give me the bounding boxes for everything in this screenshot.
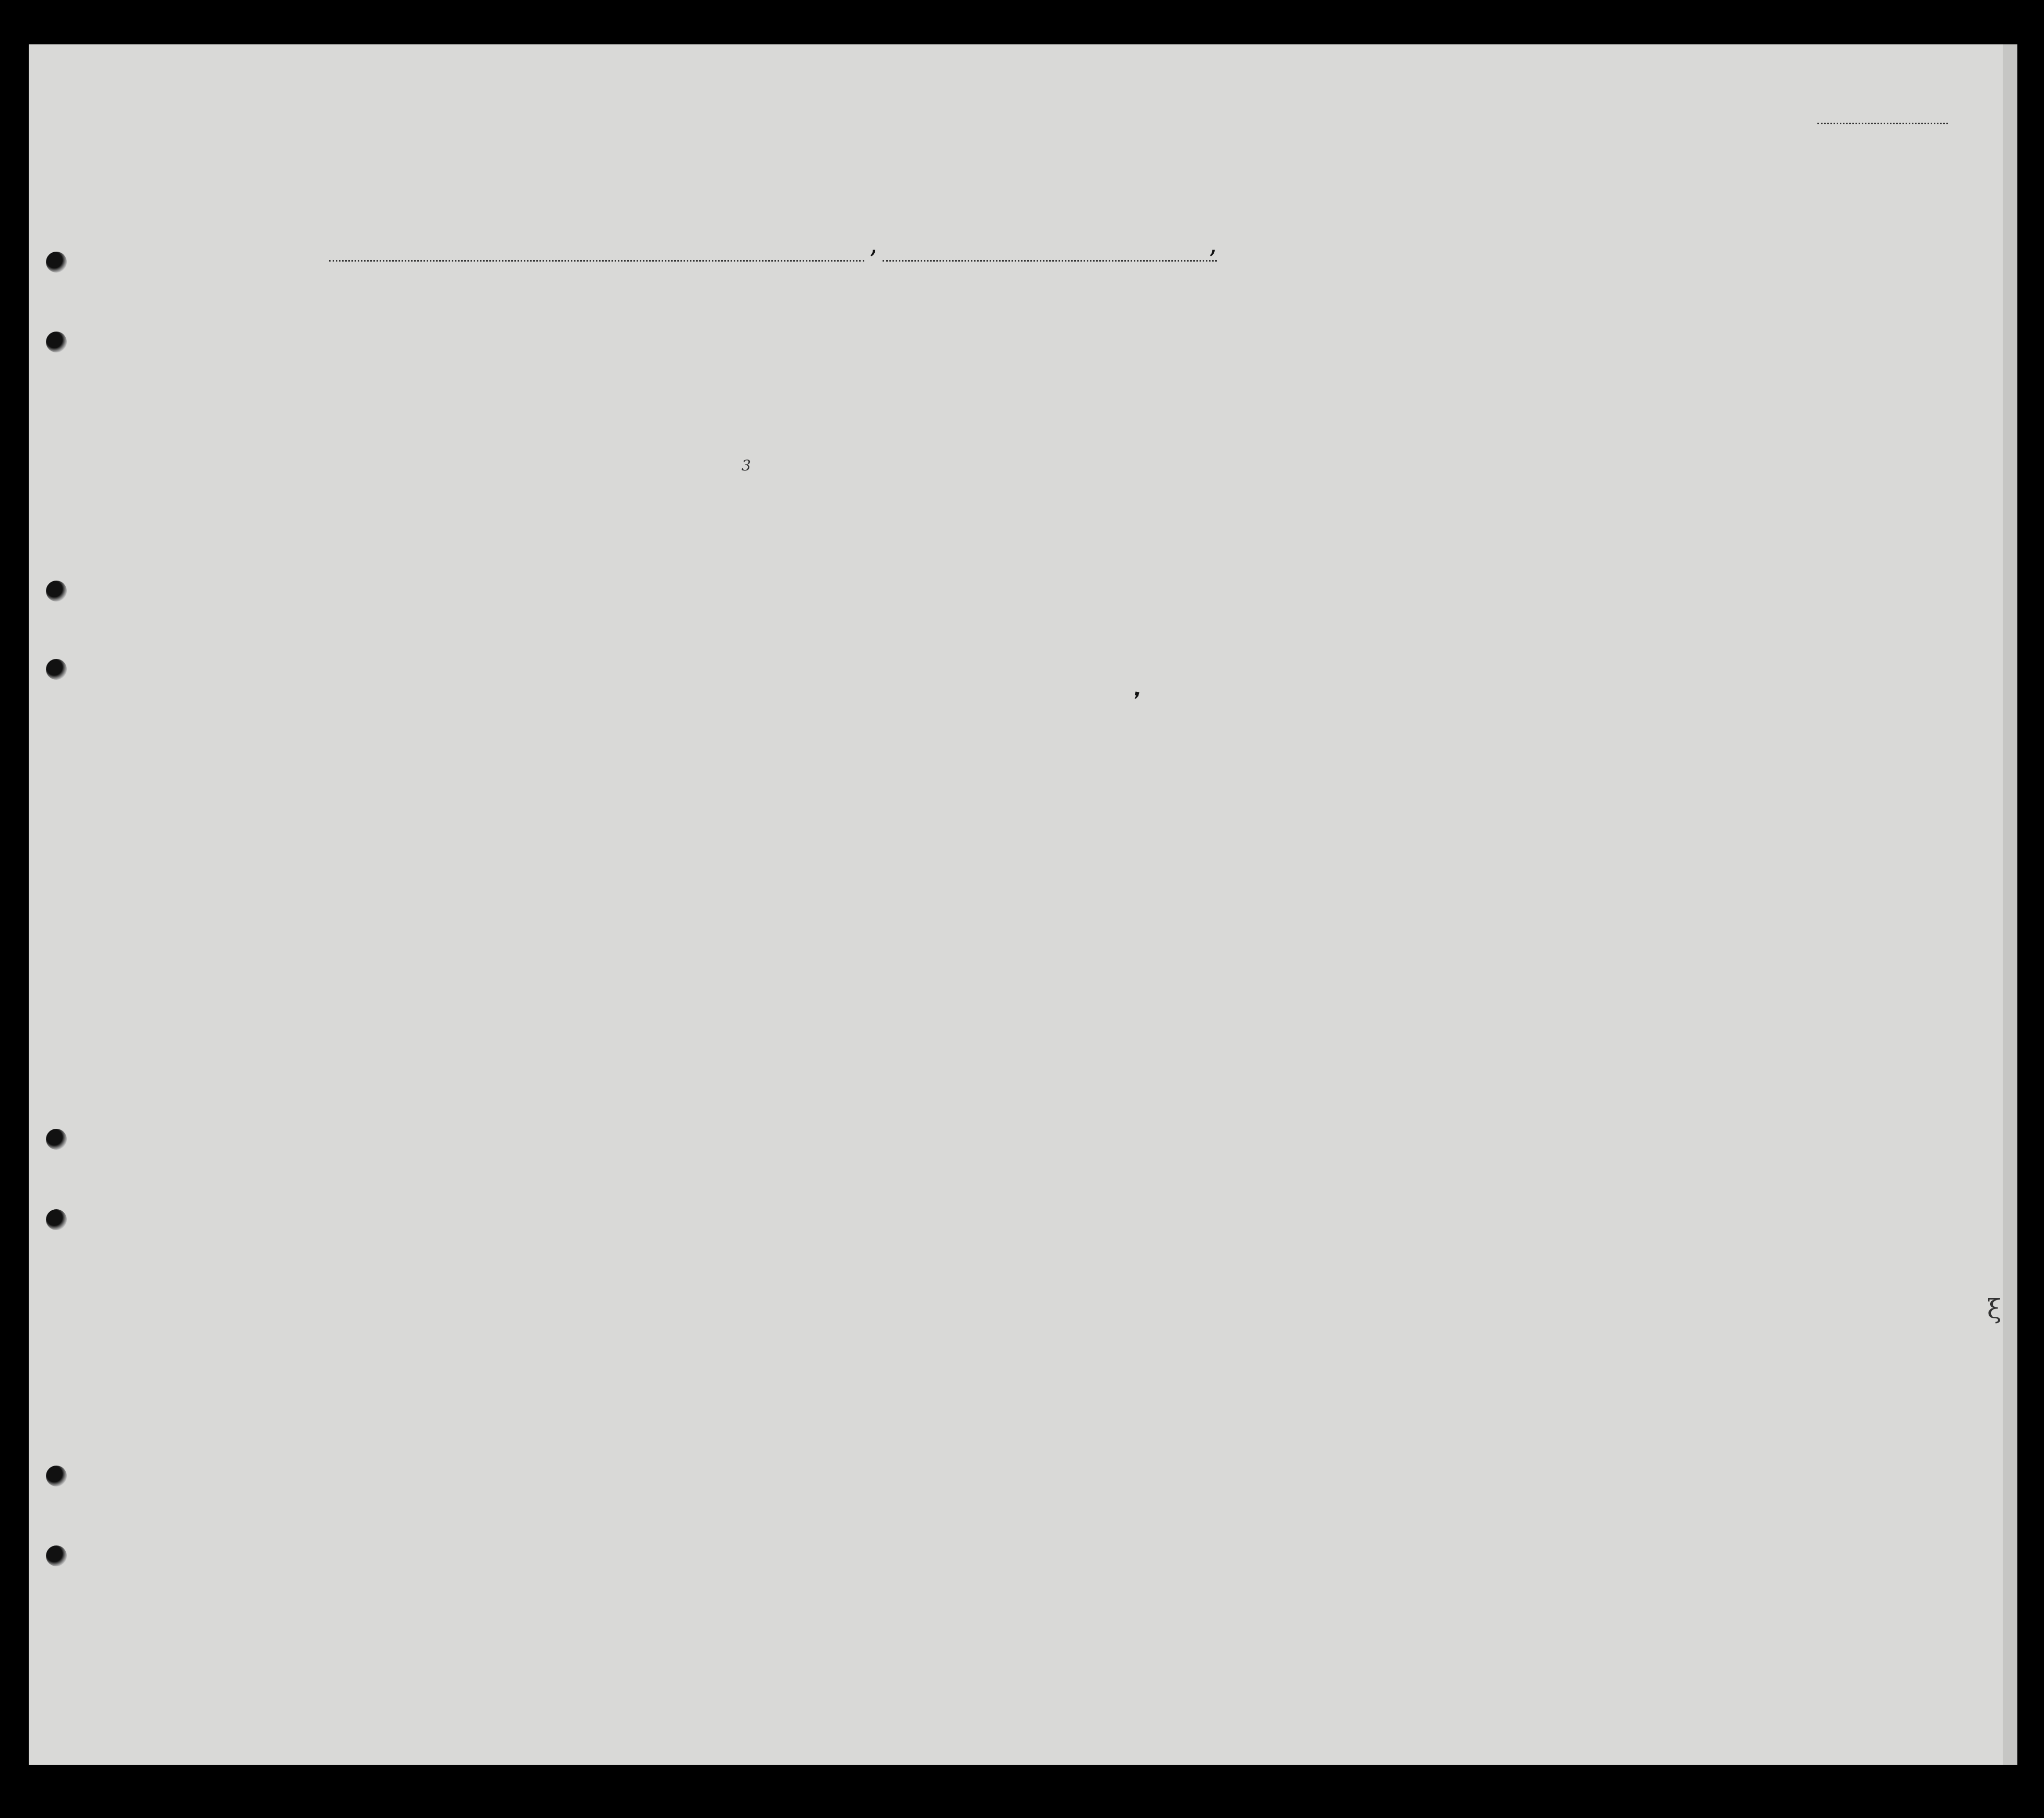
punch-hole — [46, 1466, 67, 1486]
header-fifty-dollars — [705, 316, 731, 444]
header-prison — [1297, 318, 1333, 441]
punch-hole — [46, 252, 67, 273]
manifest-grid — [29, 44, 2003, 1765]
header-anarchist — [1368, 318, 1384, 441]
header-overthrow — [1394, 318, 1452, 441]
header-length-stay — [1226, 349, 1256, 440]
header-arrested — [1504, 318, 1523, 441]
sheet-number-stamp — [1833, 107, 1943, 230]
date-line — [883, 260, 1217, 262]
punch-hole — [46, 659, 67, 680]
punch-hole — [46, 1209, 67, 1230]
header-citizen-intent — [1260, 349, 1291, 440]
comma: , — [1209, 229, 1217, 259]
port-line — [329, 260, 864, 262]
punch-hole — [46, 332, 67, 352]
header-feet — [1665, 397, 1676, 439]
punch-hole — [46, 1545, 67, 1566]
header-offer — [1453, 318, 1482, 441]
punch-hole — [46, 1129, 67, 1150]
header-polygamist — [1341, 318, 1356, 441]
header-inches — [1691, 397, 1702, 439]
header-return-intent — [1181, 349, 1223, 440]
manifest-sheet — [29, 44, 2003, 1765]
comma: , — [870, 229, 878, 259]
header-excluded — [1484, 318, 1503, 441]
handwritten-mark: 3 — [742, 457, 751, 474]
punch-hole — [46, 581, 67, 601]
header-ticket — [573, 316, 600, 444]
margin-mark: ξ — [1987, 1294, 2002, 1324]
ink-mark: ❜ — [1129, 688, 1142, 713]
